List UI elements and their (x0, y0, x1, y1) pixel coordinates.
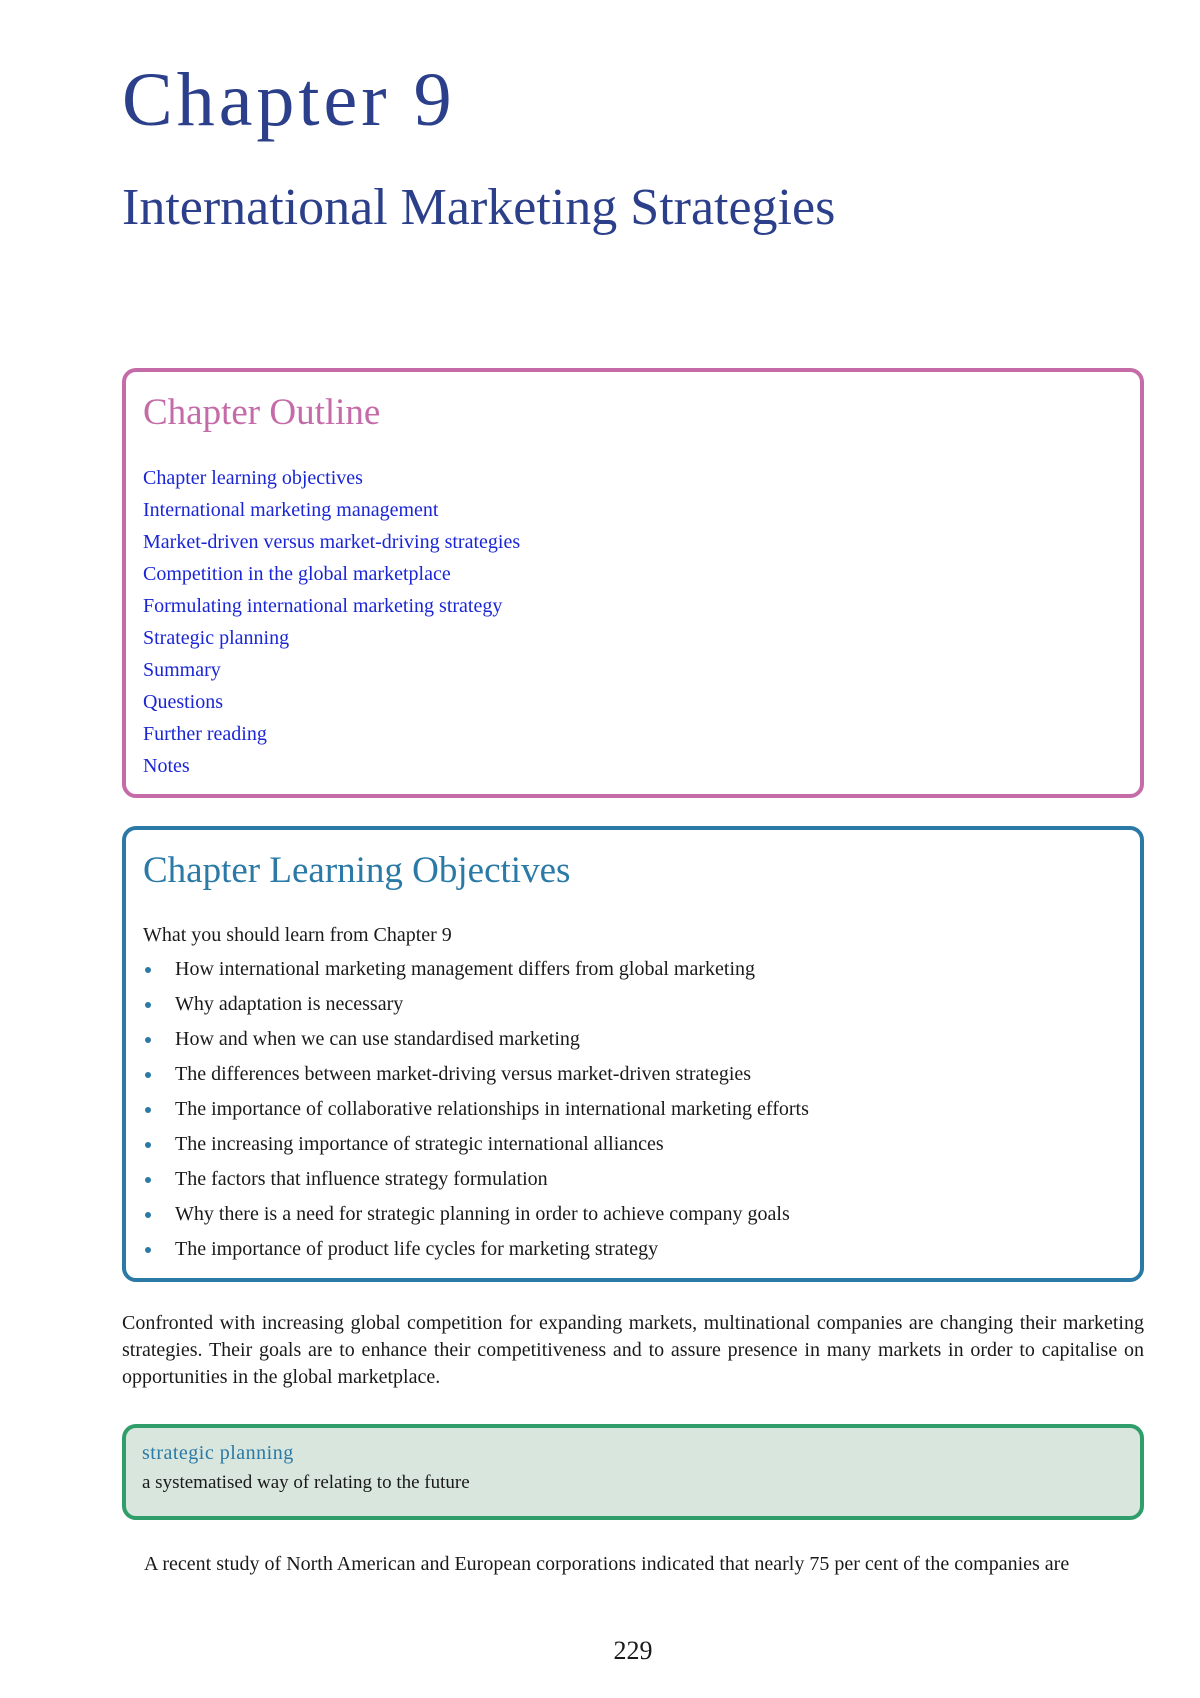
objective-text: The importance of product life cycles for marketing strategy (175, 1238, 659, 1260)
objective-item (143, 1162, 809, 1197)
bullet-icon (145, 1002, 151, 1008)
body-paragraph: Confronted with increasing global competition for expanding markets, multinational companies are changing their marketing strategies. Their goals are to enhance their competitiveness and to assure presence in many markets in order to capitalise on opportunities in the global marketplace. (122, 1312, 1144, 1388)
objective-text: The increasing importance of strategic international alliances (175, 1133, 664, 1155)
objective-text: The differences between market-driving versus market-driven strategies (175, 1063, 752, 1085)
objective-item (143, 1057, 809, 1092)
bullet-icon (145, 1072, 151, 1078)
bullet-icon (145, 1177, 151, 1183)
glossary-box (122, 1424, 1144, 1520)
objective-item (143, 1092, 809, 1127)
chapter-title: International Marketing Strategies (122, 179, 836, 236)
objective-text: Why adaptation is necessary (175, 993, 404, 1015)
objective-text: The factors that influence strategy formulation (175, 1168, 548, 1190)
outline-link-learning-objectives[interactable]: Chapter learning objectives (143, 467, 363, 489)
objective-item (143, 1197, 809, 1232)
objective-item (143, 1022, 809, 1057)
bullet-icon (145, 1212, 151, 1218)
glossary-definition: a systematised way of relating to the future (142, 1472, 470, 1493)
outline-link-formulating-strategy[interactable]: Formulating international marketing strategy (143, 595, 503, 617)
learning-objectives-list (143, 952, 809, 1267)
outline-link-strategic-planning[interactable]: Strategic planning (143, 627, 290, 649)
outline-link-international-marketing-management[interactable]: International marketing management (143, 499, 439, 521)
outline-link-market-driven-strategies[interactable]: Market-driven versus market-driving strategies (143, 531, 521, 553)
objective-item (143, 1127, 809, 1162)
bullet-icon (145, 1247, 151, 1253)
outline-link-summary[interactable]: Summary (143, 659, 221, 681)
objective-text: How and when we can use standardised marketing (175, 1028, 580, 1050)
objective-item (143, 987, 809, 1022)
glossary-term: strategic planning (142, 1442, 294, 1464)
outline-link-questions[interactable]: Questions (143, 691, 223, 713)
outline-link-competition[interactable]: Competition in the global marketplace (143, 563, 451, 585)
learning-objectives-heading: Chapter Learning Objectives (143, 850, 571, 891)
chapter-outline-box (122, 368, 1144, 798)
outline-link-further-reading[interactable]: Further reading (143, 723, 267, 745)
chapter-number: Chapter 9 (122, 58, 456, 142)
chapter-outline-heading: Chapter Outline (143, 392, 381, 433)
bullet-icon (145, 1142, 151, 1148)
objective-item (143, 952, 809, 987)
bullet-icon (145, 1037, 151, 1043)
body-paragraph-continued: A recent study of North American and European corporations indicated that nearly 75 per cent of the companies are (144, 1553, 1070, 1575)
bullet-icon (145, 967, 151, 973)
outline-link-notes[interactable]: Notes (143, 755, 190, 777)
page-number: 229 (613, 1636, 653, 1665)
chapter-outline-list (143, 462, 520, 782)
objective-text: Why there is a need for strategic planning in order to achieve company goals (175, 1203, 790, 1225)
learning-objectives-box (122, 826, 1144, 1282)
objective-text: How international marketing management differs from global marketing (175, 958, 756, 980)
bullet-icon (145, 1107, 151, 1113)
learning-objectives-intro: What you should learn from Chapter 9 (143, 924, 452, 946)
objective-item (143, 1232, 809, 1267)
objective-text: The importance of collaborative relationships in international marketing efforts (175, 1098, 809, 1120)
